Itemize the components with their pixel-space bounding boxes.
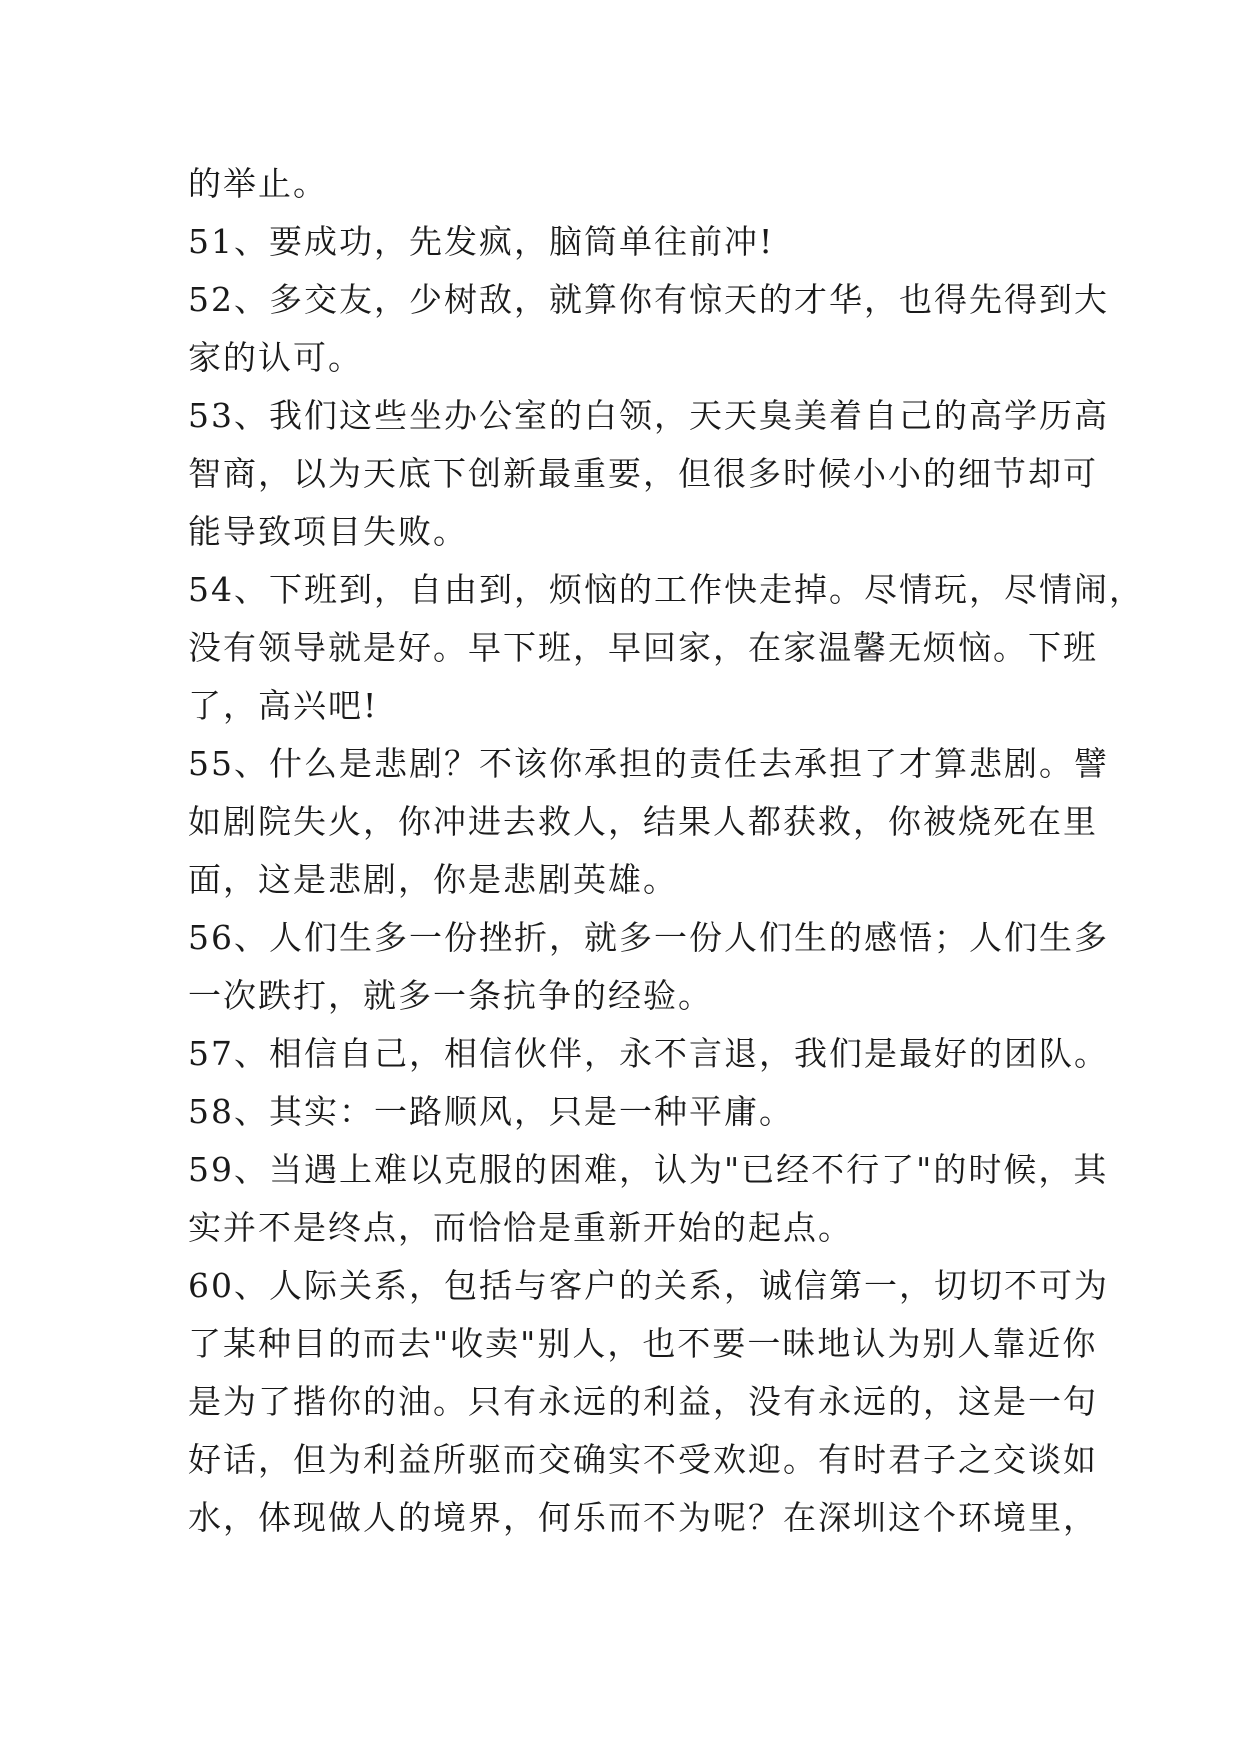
text-line: 如剧院失火，你冲进去救人，结果人都获救，你被烧死在里 — [188, 802, 1098, 841]
text-line: 好话，但为利益所驱而交确实不受欢迎。有时君子之交谈如 — [188, 1440, 1098, 1479]
text-line: 57、相信自己，相信伙伴，永不言退，我们是最好的团队。 — [188, 1034, 1109, 1073]
text-line: 53、我们这些坐办公室的白领，天天臭美着自己的高学历高 — [188, 396, 1109, 435]
text-line: 51、要成功，先发疯，脑筒单往前冲! — [188, 222, 775, 261]
text-line: 没有领导就是好。早下班，早回家，在家温馨无烦恼。下班 — [188, 628, 1098, 667]
text-line: 55、什么是悲剧？不该你承担的责任去承担了才算悲剧。譬 — [188, 744, 1109, 783]
text-line: 52、多交友，少树敌，就算你有惊天的才华，也得先得到大 — [188, 280, 1109, 319]
text-line: 面，这是悲剧，你是悲剧英雄。 — [188, 860, 678, 899]
text-line: 了某种目的而去"收卖"别人，也不要一昧地认为别人靠近你 — [188, 1324, 1098, 1363]
text-line: 了，高兴吧! — [188, 686, 379, 725]
text-line: 水，体现做人的境界，何乐而不为呢？在深圳这个环境里， — [188, 1498, 1098, 1537]
text-line: 59、当遇上难以克服的困难，认为"已经不行了"的时候，其 — [188, 1150, 1109, 1189]
text-line: 智商，以为天底下创新最重要，但很多时候小小的细节却可 — [188, 454, 1098, 493]
text-line: 54、下班到，自由到，烦恼的工作快走掉。尽情玩，尽情闹， — [188, 570, 1144, 609]
text-line: 56、人们生多一份挫折，就多一份人们生的感悟；人们生多 — [188, 918, 1109, 957]
text-line: 家的认可。 — [188, 338, 363, 377]
text-line: 58、其实：一路顺风，只是一种平庸。 — [188, 1092, 794, 1131]
text-line: 一次跌打，就多一条抗争的经验。 — [188, 976, 713, 1015]
body-text — [188, 155, 1144, 1547]
text-line: 的举止。 — [188, 164, 328, 203]
text-line: 能导致项目失败。 — [188, 512, 468, 551]
text-line: 60、人际关系，包括与客户的关系，诚信第一，切切不可为 — [188, 1266, 1109, 1305]
text-line: 实并不是终点，而恰恰是重新开始的起点。 — [188, 1208, 853, 1247]
text-line: 是为了揩你的油。只有永远的利益，没有永远的，这是一句 — [188, 1382, 1098, 1421]
